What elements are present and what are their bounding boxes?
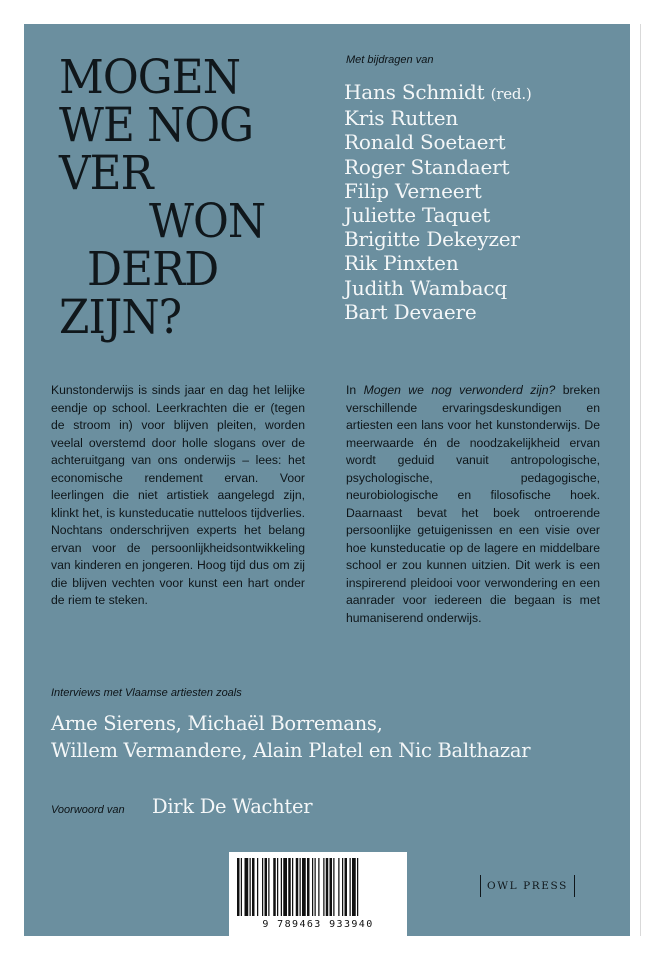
barcode-bar xyxy=(300,858,301,916)
barcode-bar xyxy=(338,858,339,916)
barcode-bar xyxy=(250,858,251,916)
barcode-bar xyxy=(268,858,269,916)
barcode-bar xyxy=(252,858,255,916)
title-line-6: ZIJN? xyxy=(59,290,182,345)
barcode-bar xyxy=(312,858,313,916)
barcode-bar xyxy=(273,858,276,916)
barcode-bar xyxy=(288,858,291,916)
contributor: Hans Schmidt (red.) xyxy=(344,80,532,104)
artists-line-1: Arne Sierens, Michaël Borremans, xyxy=(51,712,383,735)
contributor: Judith Wambacq xyxy=(344,275,508,300)
barcode-bar xyxy=(342,858,343,916)
contributor: Bart Devaere xyxy=(344,299,477,324)
contributor: Juliette Taquet xyxy=(344,203,491,228)
barcode-bar xyxy=(357,858,358,916)
blurb-book-title: Mogen we nog verwonderd zijn? xyxy=(363,383,556,397)
barcode-bar xyxy=(292,858,293,916)
foreword-label: Voorwoord van xyxy=(51,804,125,816)
barcode-bar xyxy=(283,858,287,916)
barcode-bar xyxy=(307,858,310,916)
contributor: Filip Verneert xyxy=(344,178,482,203)
barcode-bar xyxy=(345,858,348,916)
title-line-4: WON xyxy=(149,194,266,249)
barcode-bar xyxy=(296,858,299,916)
page-edge-line xyxy=(640,24,641,936)
book-back-cover xyxy=(24,24,630,936)
title-line-2: WE NOG xyxy=(59,98,254,153)
barcode-bar xyxy=(245,858,249,916)
barcode-bar xyxy=(262,858,263,916)
barcode-bar xyxy=(333,858,334,916)
interviews-heading: Interviews met Vlaamse artiesten zoals xyxy=(51,687,242,699)
isbn-number: 9 789463 933940 xyxy=(262,919,374,930)
barcode-bar xyxy=(350,858,351,916)
barcode-bar xyxy=(315,858,316,916)
contributors-heading: Met bijdragen van xyxy=(346,54,434,66)
barcode-bar xyxy=(352,858,356,916)
isbn-barcode xyxy=(229,852,407,936)
barcode-bar xyxy=(326,858,329,916)
title-line-3: VER xyxy=(59,146,153,201)
barcode-bar xyxy=(330,858,333,916)
barcode-bar xyxy=(281,858,282,916)
foreword-author: Dirk De Wachter xyxy=(152,795,313,818)
barcode-bar xyxy=(241,858,242,916)
contributor: Brigitte Dekeyzer xyxy=(344,227,520,252)
contributor: Roger Standaert xyxy=(344,154,510,179)
title-line-5: DERD xyxy=(87,242,219,297)
blurb-right: In Mogen we nog verwonderd zijn? breken verschillende ervaringsdeskundigen en artiesten een lans voor het kunstonderwijs. De meerwaarde én de noodzakelijkheid ervan wordt geduid vanuit antropologische, psychologische, pedagogische, neurobiologische en filosofische hoek. Daarnaast bevat het boek ontroerende persoonlijke getuigenissen en een visie over hoe kunsteducatie op de lagere en middelbare school er zou kunnen uitzien. Dit werk is een inspirerend pleidooi voor verwondering en een aanrader voor iedereen die begaan is met humaniserend onderwijs. xyxy=(346,383,600,625)
contributor: Kris Rutten xyxy=(344,106,459,131)
barcode-bar xyxy=(237,858,240,916)
barcode-bar xyxy=(318,858,319,916)
barcode-bars xyxy=(235,858,401,918)
contributor: Rik Pinxten xyxy=(344,251,459,276)
barcode-bar xyxy=(323,858,324,916)
artists-list xyxy=(51,710,630,764)
title-line-1: MOGEN xyxy=(59,50,241,105)
blurb-left: Kunstonderwijs is sinds jaar en dag het lelijke eendje op school. Leerkrachten die er (tegen de stroom in) voor blijven pleiten, worden veelal overstemd door holle slogans over de achteruitgang van ons onderwijs – lees: het economische rendement ervan. Voor leerlingen die niet artistiek aangelegd zijn, klinkt het, is kunsteducatie nutteloos tijdverlies. Nochtans onderschrijven experts het belang ervan voor de persoonlijkheidsontwikkeling van kinderen en jongeren. Hoog tijd dus om zij die blijven vechten voor kunst een hart onder de riem te steken. xyxy=(51,383,305,607)
barcode-bar xyxy=(265,858,268,916)
publisher-logo: OWL PRESS xyxy=(480,875,575,897)
barcode-bar xyxy=(302,858,306,916)
contributors-list xyxy=(344,80,532,324)
editor-suffix: (red.) xyxy=(490,85,532,103)
barcode-bar xyxy=(277,858,278,916)
contributor: Ronald Soetaert xyxy=(344,130,506,155)
artists-line-2: Willem Vermandere, Alain Platel en Nic Balthazar xyxy=(51,739,531,762)
barcode-bar xyxy=(257,858,258,916)
